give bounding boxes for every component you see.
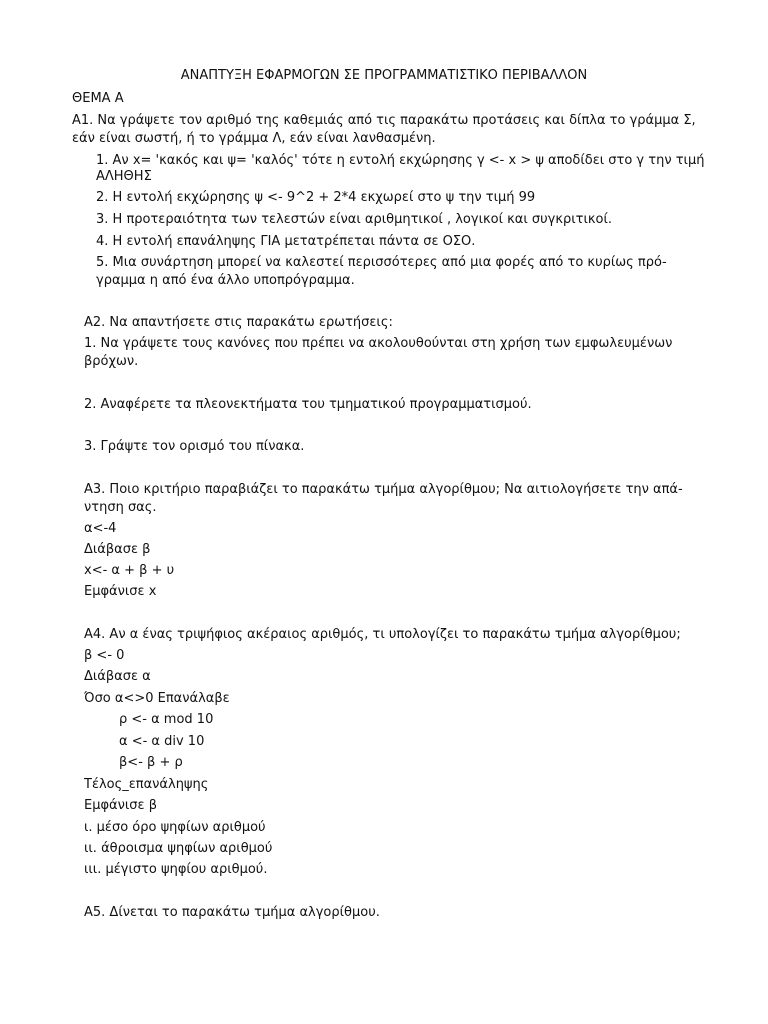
a1-intro-line1: Α1. Να γράψετε τον αριθμό της καθεμιάς από τις παρακάτω προτάσεις και δίπλα το γράμμα Σ, — [72, 113, 696, 128]
a4-code-line: β <- 0 — [84, 648, 125, 663]
a4-code-line: ρ <- α mod 10 — [119, 712, 214, 727]
a4-option-1: ι. μέσο όρο ψηφίων αριθμού — [84, 820, 266, 835]
a1-item-1-line1: 1. Αν x= 'κακός και ψ= 'καλός' τότε η εντολή εκχώρησης γ <- x > ψ αποδίδει στο γ την τιμή — [96, 153, 705, 168]
a4-option-3: ιιι. μέγιστο ψηφίου αριθμού. — [84, 862, 268, 877]
a2-question-2: 2. Αναφέρετε τα πλεονεκτήματα του τμηματικού προγραμματισμού. — [84, 397, 532, 412]
a3-code-line: Εμφάνισε x — [84, 584, 157, 599]
a2-question-3: 3. Γράψτε τον ορισμό του πίνακα. — [84, 439, 305, 454]
theme-heading: ΘΕΜΑ Α — [72, 91, 124, 106]
a4-code-line: Όσο α<>0 Επανάλαβε — [84, 691, 230, 706]
a1-item-1-line2: ΑΛΗΘΗΣ — [96, 169, 152, 184]
a1-item-3: 3. Η προτεραιότητα των τελεστών είναι αριθμητικοί , λογικοί και συγκριτικοί. — [96, 212, 613, 227]
a4-intro: Α4. Αν α ένας τριψήφιος ακέραιος αριθμός, τι υπολογίζει το παρακάτω τμήμα αλγορίθμου; — [84, 627, 681, 642]
a3-code-line: α<-4 — [84, 521, 117, 536]
a3-code-line: Διάβασε β — [84, 542, 151, 557]
a4-code-line: β<- β + ρ — [119, 755, 183, 770]
a2-intro: Α2. Να απαντήσετε στις παρακάτω ερωτήσεις: — [84, 315, 393, 330]
a5-intro: Α5. Δίνεται το παρακάτω τμήμα αλγορίθμου. — [84, 905, 380, 920]
a1-intro-line2: εάν είναι σωστή, ή το γράμμα Λ, εάν είναι λανθασμένη. — [72, 131, 436, 146]
a1-item-2: 2. Η εντολή εκχώρησης ψ <- 9^2 + 2*4 εκχωρεί στο ψ την τιμή 99 — [96, 190, 536, 205]
a4-code-line: Διάβασε α — [84, 669, 151, 684]
a4-code-line: α <- α div 10 — [119, 734, 205, 749]
a3-code-line: x<- α + β + υ — [84, 563, 175, 578]
document-title: ΑΝΑΠΤΥΞΗ ΕΦΑΡΜΟΓΩΝ ΣΕ ΠΡΟΓΡΑΜΜΑΤΙΣΤΙΚΟ ΠΕΡΙΒΑΛΛΟΝ — [180, 68, 588, 83]
a4-option-2: ιι. άθροισμα ψηφίων αριθμού — [84, 841, 273, 856]
a2-question-1-line1: 1. Να γράψετε τους κανόνες που πρέπει να ακολουθούνται στη χρήση των εμφωλευμένων — [84, 336, 673, 351]
a1-item-5-line1: 5. Μια συνάρτηση μπορεί να καλεστεί περισσότερες από μια φορές από το κυρίως πρό- — [96, 255, 667, 270]
a4-code-line: Εμφάνισε β — [84, 798, 157, 813]
a3-intro-line2: ντηση σας. — [84, 500, 157, 515]
a1-item-4: 4. Η εντολή επανάληψης ΓΙΑ μετατρέπεται πάντα σε ΟΣΟ. — [96, 234, 476, 249]
a2-question-1-line2: βρόχων. — [84, 354, 139, 369]
a3-intro-line1: Α3. Ποιο κριτήριο παραβιάζει το παρακάτω τμήμα αλγορίθμου; Να αιτιολογήσετε την απά- — [84, 482, 683, 497]
a4-code-line: Τέλος_επανάληψης — [84, 777, 209, 792]
a1-item-5-line2: γραμμα η από ένα άλλο υποπρόγραμμα. — [96, 273, 355, 288]
